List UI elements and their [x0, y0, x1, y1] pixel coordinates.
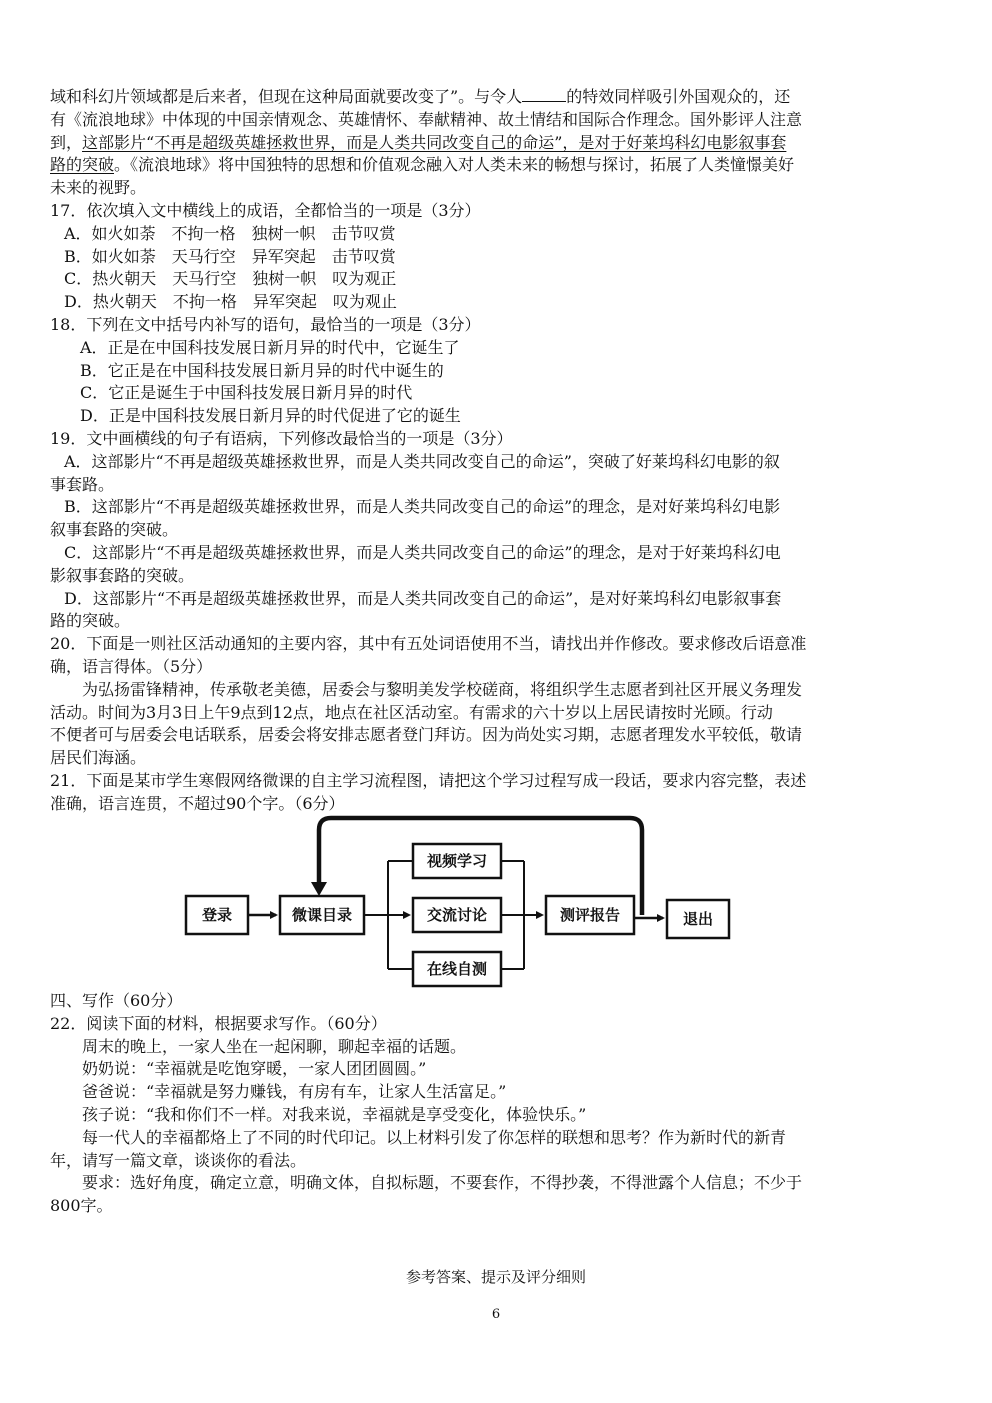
login-label: 登录 — [201, 906, 233, 924]
passage-text: 。《流浪地球》将中国独特的思想和价值观念融入对人类未来的畅想与探讨，拓展了人类憧憬美好 — [114, 155, 795, 175]
option-c: C．它正是诞生于中国科技发展日新月异的时代 — [80, 383, 413, 403]
passage-line: 未来的视野。 — [50, 178, 147, 198]
material-line: 每一代人的幸福都烙上了不同的时代印记。以上材料引发了你怎样的联想和思考？作为新时代的新青 — [82, 1127, 787, 1147]
material-line: 奶奶说：“幸福就是吃饱穿暖，一家人团团圆圆。” — [82, 1059, 427, 1079]
option-b: B．它正是在中国科技发展日新月异的时代中诞生的 — [80, 360, 444, 380]
loop-arrow-head — [311, 882, 327, 896]
option-b-cont: 叙事套路的突破。 — [50, 520, 179, 540]
material-line: 周末的晚上，一家人坐在一起闲聊，聊起幸福的话题。 — [82, 1036, 467, 1056]
question-21-stem: 21．下面是某市学生寒假网络微课的自主学习流程图，请把这个学习过程写成一段话，要求内容完整，表述 — [50, 770, 807, 790]
writing-section — [50, 990, 950, 1218]
underlined-sentence: 路的突破 — [50, 155, 115, 175]
question-18-stem: 18．下列在文中括号内补写的语句，最恰当的一项是（3分） — [50, 314, 481, 334]
question-19-stem: 19．文中画横线的句子有语病，下列修改最恰当的一项是（3分） — [50, 428, 513, 448]
option-d: D．热火朝天 不拘一格 异军突起 叹为观止 — [64, 292, 397, 312]
notice-text: 活动。时间为3月3日上午9点到12点，地点在社区活动室。有需求的六十岁以上居民请按时光顾。行动 — [50, 702, 773, 722]
selftest-label: 在线自测 — [426, 960, 488, 978]
passage-text: 到， — [50, 132, 83, 152]
fill-blank — [522, 86, 566, 102]
exit-label: 退出 — [682, 910, 714, 928]
option-b: B．这部影片“不再是超级英雄拯救世界，而是人类共同改变自己的命运”的理念，是对好莱坞科幻电影 — [64, 497, 781, 517]
page-number: 6 — [491, 1307, 501, 1322]
passage-line: 有《流浪地球》中体现的中国亲情观念、英雄情怀、奉献精神、故土情结和国际合作理念。国外影评人注意 — [50, 109, 803, 129]
flowchart-svg — [50, 812, 950, 998]
catalog-label: 微课目录 — [291, 906, 353, 924]
option-d: D．这部影片“不再是超级英雄拯救世界，而是人类共同改变自己的命运”，是对好莱坞科幻电影叙事套 — [64, 588, 782, 608]
option-c: C．这部影片“不再是超级英雄拯救世界，而是人类共同改变自己的命运”的理念，是对于好莱坞科幻电 — [64, 542, 781, 562]
question-22-stem: 22．阅读下面的材料，根据要求写作。（60分） — [50, 1013, 387, 1033]
option-a: A．这部影片“不再是超级英雄拯救世界，而是人类共同改变自己的命运”，突破了好莱坞科幻电影的叙 — [64, 451, 780, 471]
question-content — [50, 86, 950, 816]
question-20-stem-cont: 确，语言得体。（5分） — [50, 656, 213, 676]
underlined-sentence: 这部影片“不再是超级英雄拯救世界，而是人类共同改变自己的命运”，是对于好莱坞科幻电影叙事套 — [82, 132, 787, 152]
question-20-stem: 20．下面是一则社区活动通知的主要内容，其中有五处词语使用不当，请找出并作修改。要求修改后语意准 — [50, 634, 807, 654]
passage-text: 的特效同样吸引外国观众的，还 — [566, 87, 791, 106]
question-21-stem-cont: 准确，语言连贯，不超过90个字。（6分） — [50, 793, 345, 813]
discuss-label: 交流讨论 — [426, 906, 488, 924]
notice-text: 为弘扬雷锋精神，传承敬老美德，居委会与黎明美发学校磋商，将组织学生志愿者到社区开展义务理发 — [82, 679, 803, 699]
notice-text: 不便者可与居委会电话联系，居委会将安排志愿者登门拜访。因为尚处实习期，志愿者理发水平较低，敬请 — [50, 725, 803, 745]
section-heading: 四、写作（60分） — [50, 991, 183, 1010]
material-line: 孩子说：“我和你们不一样。对我来说，幸福就是享受变化，体验快乐。” — [82, 1104, 587, 1124]
material-line: 年，请写一篇文章，谈谈你的看法。 — [50, 1150, 307, 1170]
option-d: D．正是中国科技发展日新月异的时代促进了它的诞生 — [80, 406, 461, 426]
flowchart — [50, 812, 950, 998]
notice-text: 居民们海涵。 — [50, 748, 147, 768]
option-c: C．热火朝天 天马行空 独树一帜 叹为观正 — [64, 269, 397, 289]
option-d-cont: 路的突破。 — [50, 611, 131, 631]
passage-line — [50, 154, 950, 177]
material-line: 爸爸说：“幸福就是努力赚钱，有房有车，让家人生活富足。” — [82, 1082, 507, 1102]
option-b: B．如火如荼 天马行空 异军突起 击节叹赏 — [64, 246, 396, 266]
question-17-stem: 17．依次填入文中横线上的成语，全都恰当的一项是（3分） — [50, 200, 481, 220]
requirement-line: 要求：选好角度，确定立意，明确文体，自拟标题，不要套作，不得抄袭，不得泄露个人信息；不少于 — [82, 1173, 803, 1193]
passage-text: 域和科幻片领域都是后来者，但现在这种局面就要改变了”。与令人 — [50, 87, 523, 106]
option-a: A．如火如荼 不拘一格 独树一帜 击节叹赏 — [64, 223, 396, 243]
video-label: 视频学习 — [426, 852, 488, 870]
passage-line — [50, 132, 950, 155]
option-a: A．正是在中国科技发展日新月异的时代中，它诞生了 — [80, 337, 460, 357]
report-label: 测评报告 — [559, 906, 621, 924]
option-c-cont: 影叙事套路的突破。 — [50, 565, 195, 585]
answer-section-title: 参考答案、提示及评分细则 — [405, 1268, 586, 1286]
option-a-cont: 事套路。 — [50, 474, 115, 494]
requirement-line: 800字。 — [50, 1196, 113, 1216]
passage-line — [50, 86, 950, 109]
